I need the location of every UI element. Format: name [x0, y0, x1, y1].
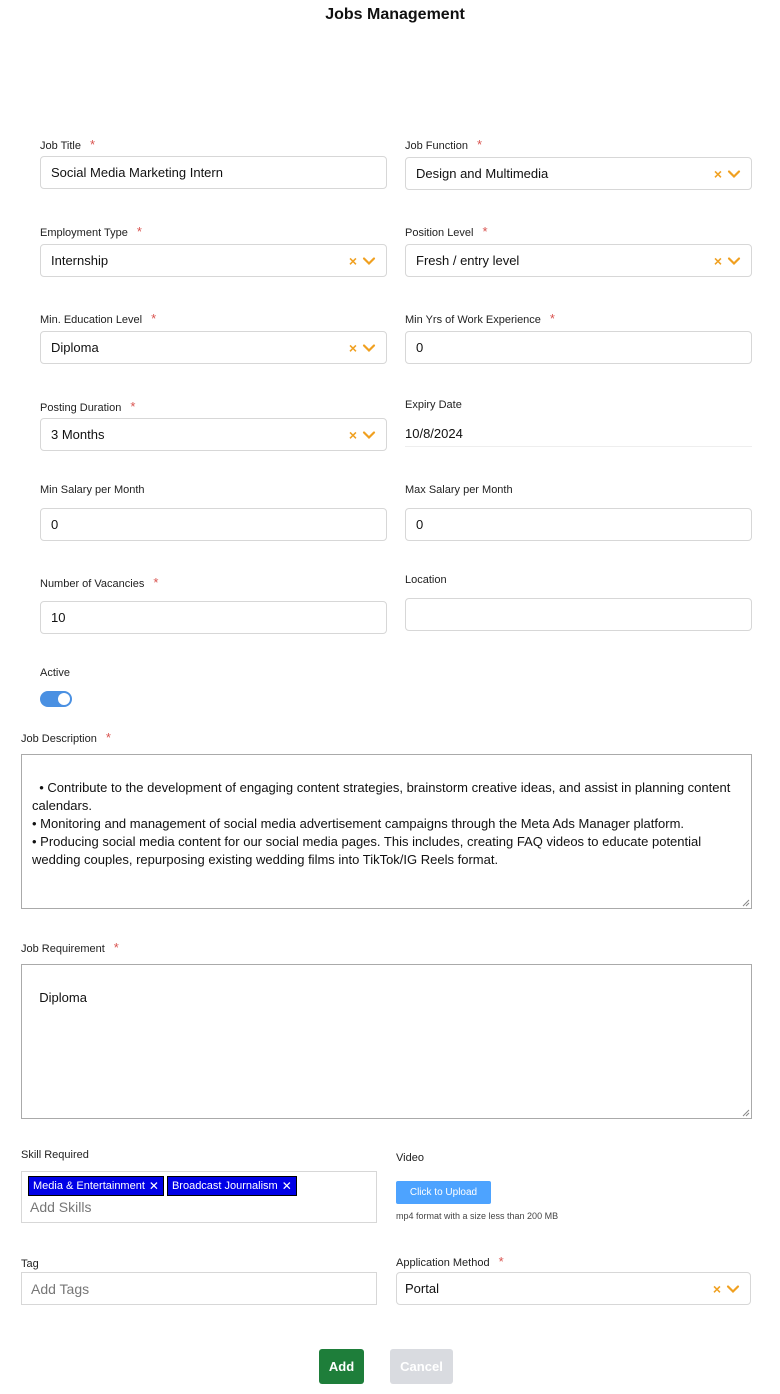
- min-experience-label: Min Yrs of Work Experience *: [405, 311, 555, 326]
- position-level-value: Fresh / entry level: [416, 253, 520, 268]
- resize-grip-icon[interactable]: [742, 899, 750, 907]
- skill-chip: Media & Entertainment ✕: [28, 1176, 164, 1196]
- job-title-value: Social Media Marketing Intern: [51, 165, 223, 180]
- required-asterisk: *: [549, 311, 555, 326]
- application-method-label: Application Method *: [396, 1254, 504, 1269]
- employment-type-select[interactable]: [40, 244, 387, 277]
- required-asterisk: *: [482, 224, 488, 239]
- location-input[interactable]: [405, 598, 752, 631]
- job-description-label: Job Description *: [21, 730, 111, 745]
- job-description-textarea[interactable]: [21, 754, 752, 909]
- remove-chip-icon[interactable]: ✕: [148, 1179, 159, 1193]
- vacancies-value: 10: [51, 610, 66, 625]
- toggle-knob: [58, 693, 70, 705]
- add-tags-placeholder: Add Tags: [31, 1280, 90, 1297]
- clear-icon[interactable]: ×: [348, 252, 357, 269]
- employment-type-value: Internship: [51, 253, 109, 268]
- vacancies-input[interactable]: [40, 601, 387, 634]
- upload-hint: mp4 format with a size less than 200 MB: [396, 1211, 559, 1221]
- clear-icon[interactable]: ×: [348, 339, 357, 356]
- min-experience-value: 0: [416, 340, 424, 355]
- required-asterisk: *: [130, 399, 136, 414]
- clear-icon[interactable]: ×: [348, 426, 357, 443]
- required-asterisk: *: [105, 730, 111, 745]
- resize-grip-icon[interactable]: [742, 1109, 750, 1117]
- employment-type-label: Employment Type *: [40, 224, 142, 239]
- required-asterisk: *: [498, 1254, 504, 1269]
- page-title: Jobs Management: [325, 6, 465, 23]
- min-salary-value: 0: [51, 517, 59, 532]
- job-requirement-textarea[interactable]: [21, 964, 752, 1119]
- position-level-label: Position Level *: [405, 224, 488, 239]
- active-label: Active: [40, 667, 70, 679]
- chevron-down-icon[interactable]: [727, 254, 741, 268]
- job-description-text: • Contribute to the development of engaging content strategies, brainstorm creative ideas, and assist in planning content calendars. • Monitoring and management of social media advertisement campaigns through the Meta Ads Manager platform. • Producing social media content for our social media pages. This includes, creating FAQ videos to educate potential wedding couples, repurposing existing wedding films into TikTok/IG Reels format.: [32, 780, 731, 867]
- upload-button[interactable]: Click to Upload: [396, 1181, 491, 1204]
- cancel-button[interactable]: Cancel: [390, 1349, 453, 1384]
- expiry-date-label: Expiry Date: [405, 399, 462, 411]
- min-education-value: Diploma: [51, 340, 99, 355]
- posting-duration-value: 3 Months: [51, 427, 105, 442]
- required-asterisk: *: [113, 940, 119, 955]
- add-skills-placeholder[interactable]: Add Skills: [30, 1199, 92, 1215]
- required-asterisk: *: [136, 224, 142, 239]
- max-salary-value: 0: [416, 517, 424, 532]
- application-method-select[interactable]: [396, 1272, 751, 1305]
- min-salary-label: Min Salary per Month: [40, 484, 145, 496]
- tag-label: Tag: [21, 1258, 39, 1270]
- job-title-input[interactable]: [40, 156, 387, 189]
- min-education-label: Min. Education Level *: [40, 311, 157, 326]
- position-level-select[interactable]: [405, 244, 752, 277]
- posting-duration-label: Posting Duration *: [40, 399, 136, 414]
- job-title-label: Job Title *: [40, 137, 96, 152]
- min-salary-input[interactable]: [40, 508, 387, 541]
- location-label: Location: [405, 574, 447, 586]
- job-function-label: Job Function *: [405, 137, 483, 152]
- chevron-down-icon[interactable]: [362, 428, 376, 442]
- min-experience-input[interactable]: [405, 331, 752, 364]
- skills-input[interactable]: [21, 1171, 377, 1223]
- tag-input[interactable]: [21, 1272, 377, 1305]
- clear-icon[interactable]: ×: [713, 165, 722, 182]
- job-requirement-label: Job Requirement *: [21, 940, 119, 955]
- vacancies-label: Number of Vacancies *: [40, 575, 159, 590]
- video-label: Video: [396, 1152, 424, 1164]
- application-method-value: Portal: [405, 1281, 439, 1296]
- max-salary-label: Max Salary per Month: [405, 484, 513, 496]
- clear-icon[interactable]: ×: [712, 1280, 721, 1297]
- chevron-down-icon[interactable]: [726, 1282, 740, 1296]
- required-asterisk: *: [89, 137, 96, 152]
- remove-chip-icon[interactable]: ✕: [281, 1179, 292, 1193]
- job-function-value: Design and Multimedia: [416, 166, 549, 181]
- expiry-date-value[interactable]: 10/8/2024: [405, 426, 752, 447]
- clear-icon[interactable]: ×: [713, 252, 722, 269]
- skills-label: Skill Required: [21, 1149, 89, 1161]
- skill-chip: Broadcast Journalism ✕: [167, 1176, 297, 1196]
- job-function-select[interactable]: [405, 157, 752, 190]
- posting-duration-select[interactable]: [40, 418, 387, 451]
- chevron-down-icon[interactable]: [362, 341, 376, 355]
- chevron-down-icon[interactable]: [362, 254, 376, 268]
- required-asterisk: *: [151, 311, 157, 326]
- chevron-down-icon[interactable]: [727, 167, 741, 181]
- add-button[interactable]: Add: [319, 1349, 364, 1384]
- max-salary-input[interactable]: [405, 508, 752, 541]
- job-requirement-text: Diploma: [39, 990, 87, 1005]
- min-education-select[interactable]: [40, 331, 387, 364]
- required-asterisk: *: [476, 137, 483, 152]
- active-toggle[interactable]: [40, 691, 72, 707]
- required-asterisk: *: [153, 575, 159, 590]
